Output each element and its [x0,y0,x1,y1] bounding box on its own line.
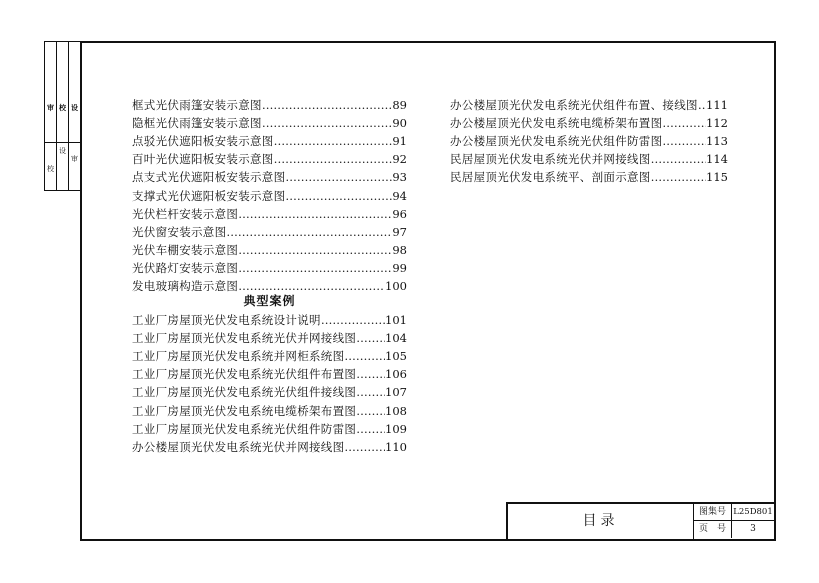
toc-leader-dots [356,365,385,383]
toc-entry-page: 94 [392,188,407,203]
toc-entry-page: 112 [706,116,728,131]
toc-leader-dots [238,259,392,277]
strip-label: 设 [59,147,66,155]
sheet-title: 目录 [508,504,694,539]
toc-entry-title: 工业厂房屋顶光伏发电系统并网柜系统图 [132,349,345,364]
toc-entry-title: 光伏窗安装示意图 [132,224,227,239]
toc-entry-title: 工业厂房屋顶光伏发电系统光伏组件布置图 [132,367,357,382]
signature-mark: 审 [47,103,54,112]
signature-mark: 校 [59,103,66,112]
toc-entry-title: 民居屋顶光伏发电系统光伏并网接线图 [450,152,651,167]
toc-entry-page: 107 [385,385,407,400]
toc-entry-title: 点驳光伏遮阳板安装示意图 [132,134,274,149]
toc-leader-dots [344,438,385,456]
strip-label: 校 [47,165,54,173]
toc-entry-page: 114 [706,152,728,167]
toc-entry [450,150,728,168]
toc-entry-title: 工业厂房屋顶光伏发电系统光伏组件防雷图 [132,421,357,436]
toc-entry-page: 111 [706,98,728,112]
toc-entry [450,132,728,150]
toc-leader-dots [356,402,385,420]
toc-leader-dots [274,132,393,150]
toc-entry-title: 点支式光伏遮阳板安装示意图 [132,170,286,185]
page-number: 3 [750,524,756,534]
toc-leader-dots [356,420,385,438]
toc-entry [450,168,728,186]
toc-entry [132,383,407,401]
toc-entry-title: 办公楼屋顶光伏发电系统光伏组件布置、接线图 [450,98,698,112]
toc-leader-dots [651,168,706,186]
strip-label: 审 [71,155,78,163]
toc-entry [132,259,407,277]
toc-entry-page: 96 [392,206,407,221]
toc-entry-title: 办公楼屋顶光伏发电系统光伏组件防雷图 [450,134,663,149]
toc-entry-title: 工业厂房屋顶光伏发电系统电缆桥架布置图 [132,403,357,418]
toc-entry-title: 光伏路灯安装示意图 [132,260,239,275]
toc-entry-page: 92 [392,152,407,167]
toc-entry [132,347,407,365]
toc-entry [132,150,407,168]
toc-entry-page: 97 [392,224,407,239]
toc-entry-page: 104 [385,331,407,346]
toc-entry-title: 百叶光伏遮阳板安装示意图 [132,152,274,167]
toc-leader-dots [662,132,706,150]
toc-entry-title: 工业厂房屋顶光伏发电系统光伏并网接线图 [132,331,357,346]
toc-entry-title: 隐框光伏雨篷安装示意图 [132,116,262,131]
toc-leader-dots [274,150,393,168]
toc-entry [132,168,407,186]
toc-leader-dots [285,187,392,205]
toc-leader-dots [651,150,706,168]
atlas-number: L25D801 [732,504,774,521]
toc-entry-page: 98 [392,242,407,257]
toc-entry [132,241,407,259]
toc-leader-dots [262,114,393,132]
toc-entry-page: 115 [706,170,728,185]
toc-leader-dots [238,241,392,259]
toc-entry-title: 光伏栏杆安装示意图 [132,206,239,221]
toc-entry [450,96,728,114]
toc-entry [132,329,407,347]
toc-leader-dots [344,347,385,365]
toc-entry [132,205,407,223]
toc-leader-dots [698,96,706,114]
toc-entry [132,187,407,205]
toc-entry-title: 光伏车棚安装示意图 [132,242,239,257]
toc-leader-dots [321,311,385,329]
toc-entry-page: 89 [392,98,407,112]
toc-entry-page: 90 [392,116,407,131]
toc-entry-page: 113 [706,134,728,149]
toc-entry [132,365,407,383]
toc-entry-page: 100 [385,279,407,293]
page-label: 页 号 [694,521,732,538]
toc-entry-title: 办公楼屋顶光伏发电系统光伏并网接线图 [132,439,345,454]
toc-entry-title: 民居屋顶光伏发电系统平、剖面示意图 [450,170,651,185]
toc-entry-page: 91 [392,134,407,149]
toc-entry-title: 办公楼屋顶光伏发电系统电缆桥架布置图 [450,116,663,131]
toc-entry-page: 93 [392,170,407,185]
toc-leader-dots [226,223,392,241]
toc-leader-dots [285,168,392,186]
toc-entry [132,223,407,241]
toc-entry-page: 108 [385,403,407,418]
toc-entry [132,114,407,132]
toc-entry-title: 工业厂房屋顶光伏发电系统设计说明 [132,313,321,327]
atlas-label: 图集号 [694,504,732,521]
toc-entry-title: 框式光伏雨篷安装示意图 [132,98,262,112]
signature-strip [44,41,80,191]
toc-entry-page: 99 [392,260,407,275]
toc-entry-title: 工业厂房屋顶光伏发电系统光伏组件接线图 [132,385,357,400]
toc-leader-dots [356,383,385,401]
toc-entry-page: 101 [385,313,407,327]
toc-entry [132,438,407,456]
toc-entry-page: 106 [385,367,407,382]
toc-entry-page: 109 [385,421,407,436]
section-heading: 典型案例 [243,294,296,308]
toc-leader-dots [238,205,392,223]
toc-entry [132,420,407,438]
toc-entry [450,114,728,132]
toc-leader-dots [262,96,393,114]
toc-leader-dots [662,114,706,132]
toc-entry-title: 支撑式光伏遮阳板安装示意图 [132,188,286,203]
toc-entry [132,96,407,114]
toc-entry-page: 110 [385,439,407,454]
toc-entry [132,311,407,329]
signature-mark: 设 [71,103,78,112]
toc-entry-title: 发电玻璃构造示意图 [132,279,239,293]
toc-entry-page: 105 [385,349,407,364]
toc-leader-dots [356,329,385,347]
toc-entry [132,132,407,150]
toc-entry [132,402,407,420]
title-block [506,502,774,539]
